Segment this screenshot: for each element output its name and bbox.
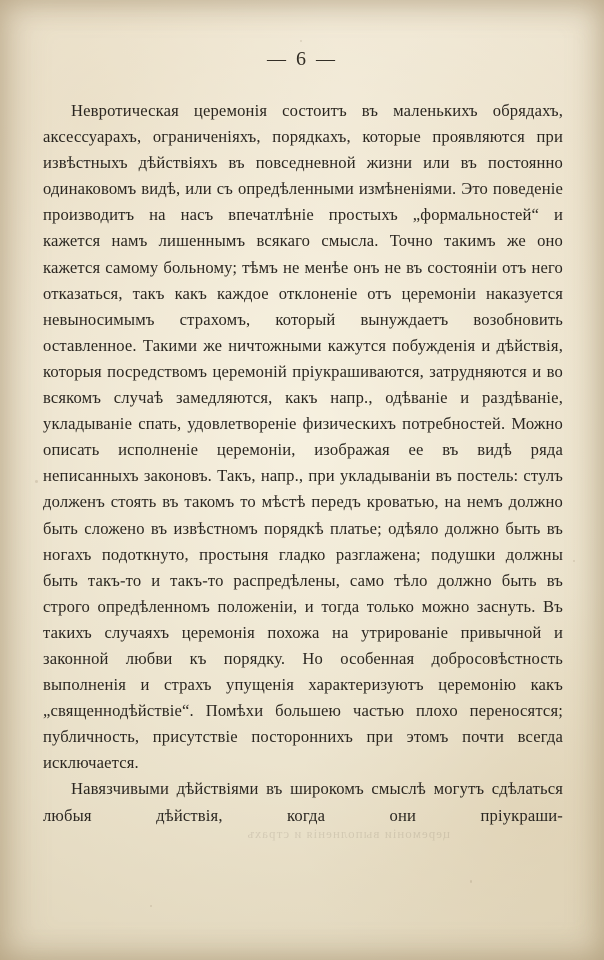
paragraph-2: Навязчивыми дѣйствіями въ широкомъ смыслѣ могутъ сдѣлаться любыя дѣйствія, когда они пріукраши- [43,779,563,825]
show-through-text: церемоніи выполненія и страхъ [246,826,450,841]
folio-dash-right: — [316,49,337,70]
paragraph-1: Невротическая церемонія состоитъ въ маленькихъ обрядахъ, аксессуарахъ, ограниченіяхъ, порядкахъ, которые проявляются при извѣстныхъ дѣйствіяхъ въ повседневной жизни или въ постоянно одинаковомъ видѣ, или съ опредѣленными измѣненіями. Это поведеніе производитъ на насъ впечатлѣніе простыхъ „формальностей“ и кажется намъ лишеннымъ всякаго смысла. Точно такимъ же оно кажется самому больному; тѣмъ не менѣе онъ не въ состояніи отъ него отказаться, такъ какъ каждое отклоненіе отъ церемоніи наказуется невыносимымъ страхомъ, который вынуждаетъ возобновить оставленное. Такими же ничтожными кажутся побужденія и дѣйствія, которыя посредствомъ церемоній пріукрашиваются, затрудняются и во всякомъ случаѣ замедляются, какъ напр., одѣваніе и раздѣваніе, укладываніе спать, удовлетвореніе физическихъ потребностей. Можно описать исполненіе церемоніи, изображая ее въ видѣ ряда неписанныхъ законовъ. Такъ, напр., при укладываніи въ постель: стулъ долженъ стоять въ такомъ то мѣстѣ передъ кроватью, на немъ должно быть сложено въ извѣстномъ порядкѣ платье; одѣяло должно быть въ ногахъ подоткнуто, простыня гладко разглажена; подушки должны быть такъ-то и такъ-то распредѣлены, само тѣло должно быть въ строго опредѣленномъ положеніи, и тогда только можно заснуть. Въ такихъ случаяхъ церемонія похожа на утрированіе привычной и законной любви къ порядку. Но особенная добросовѣстность выполненія и страхъ упущенія характеризуютъ церемонію какъ „священнодѣйствіе“. Помѣхи большею частью плохо переносятся; публичность, присутствіе постороннихъ при этомъ почти всегда исключается. [43,101,563,773]
page-body [43,98,563,829]
folio-dash-left: — [267,49,288,70]
page-number-header [0,48,604,71]
folio-number: 6 [296,48,308,70]
